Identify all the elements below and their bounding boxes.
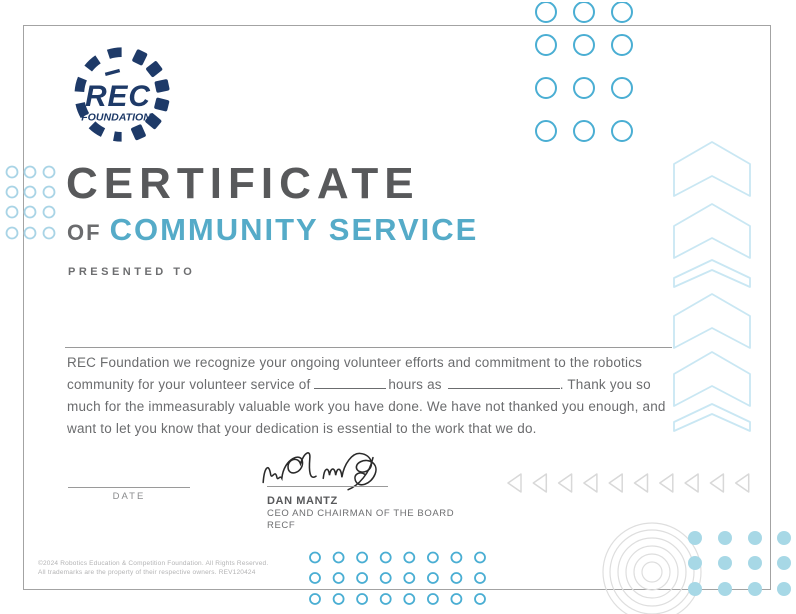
logo-text-rec: REC — [85, 80, 151, 114]
subtitle-community-service: COMMUNITY SERVICE — [109, 212, 479, 247]
dot-grid-decoration — [686, 529, 796, 599]
certificate-title: CERTIFICATE — [66, 159, 420, 208]
body-part1: REC Foundation we recognize your ongoing volunteer efforts and commitment to the robotics community for your volunteer service of — [67, 355, 643, 392]
role-blank-line — [448, 377, 560, 389]
recipient-name-line — [65, 347, 672, 348]
hours-blank-line — [314, 377, 386, 389]
signer-org: RECF — [267, 520, 296, 531]
signature-line — [267, 486, 388, 487]
rec-foundation-logo — [62, 38, 187, 153]
presented-to-label: PRESENTED TO — [68, 266, 196, 278]
signature-scribble — [258, 443, 403, 495]
subtitle-of: OF — [67, 220, 102, 245]
body-part3: . Thank you so much for the immeasurably valuable work you have done. We have not thanked you enough, and want to let you know that your dedication is essential to the work that we do. — [67, 377, 666, 436]
date-label: DATE — [112, 491, 146, 502]
copyright-line1: ©2024 Robotics Education & Competition Foundation. All Rights Reserved. — [38, 560, 269, 567]
signer-name: DAN MANTZ — [267, 495, 338, 507]
date-line — [68, 487, 190, 488]
circle-grid-left-decoration — [2, 162, 62, 246]
copyright-text — [38, 559, 268, 577]
certificate-body-text — [67, 352, 683, 440]
signer-title: CEO AND CHAIRMAN OF THE BOARD — [267, 508, 455, 519]
circle-grid-bottom-decoration — [308, 550, 493, 614]
triangle-row-decoration — [505, 472, 755, 496]
certificate-subtitle — [67, 212, 478, 248]
logo-accent-mark — [105, 71, 119, 75]
body-part2: hours as — [388, 377, 446, 392]
logo-text-foundation: FOUNDATION — [81, 111, 151, 124]
chevron-arrows-decoration — [672, 135, 756, 435]
circle-grid-top-right-decoration — [534, 2, 656, 147]
copyright-line2: All trademarks are the property of their respective owners. REV120424 — [38, 569, 256, 576]
